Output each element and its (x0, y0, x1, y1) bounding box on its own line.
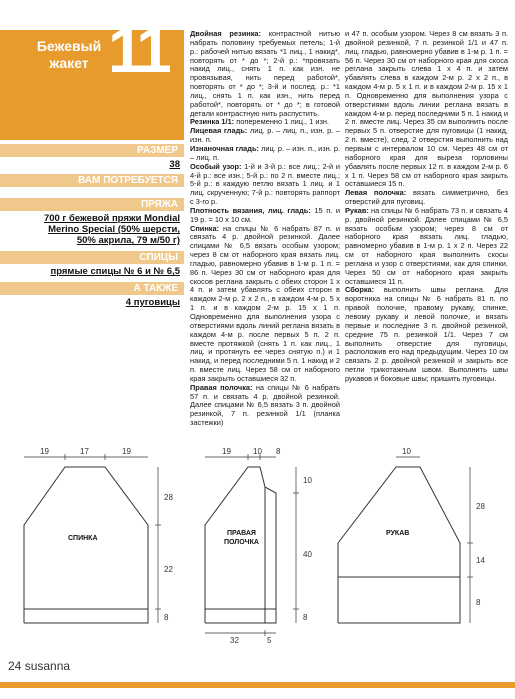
back-dim-label: 8 (164, 613, 169, 622)
paragraph-text: на спицы № 6 набрать 87 п. и связать 4 р. двойной резинкой. Далее спицами № 6,5 вязать особым узором; через 8 см от наборного края вязать лиц. гладью, равномерно убавив в 1-м р. 1 п. = 86 п. Через 30 см от наборного края для скосов реглана закрыть с обеих сторон 1 х 4 п. и затем убавлять с обеих сторон в каждом 2-м р. 2 х 2 п., в каждом 4-м р. 5 х 1 п. и в каждом 2-м р. 15 х 1 п. Одновременно для выполнения узора с отверстиями вдоль линий реглана вязать в каждом 4-м р. после первых 5 п. 2 п. вместе протяжкой (снять 1 п. как лиц., 1 лиц. и протянуть ее через снятую п.) и 1 накид, и перед последними 5 п. 1 накид и 2 п. вместе лиц. Через 58 см от наборного края закрыть оставшиеся 32 п. (190, 223, 340, 383)
sleeve-dim-label: 14 (476, 556, 485, 565)
paragraph-title: Плотность вязания, лиц. гладь: (190, 205, 311, 215)
paragraph-title: Особый узор: (190, 161, 242, 171)
back-outline (24, 467, 148, 623)
magazine-brand: susanna (24, 659, 71, 673)
paragraph (190, 225, 340, 384)
extras-value: 4 пуговицы (125, 297, 180, 308)
front-label-line-1: ПРАВАЯ (227, 530, 256, 537)
instructions-column-1 (190, 30, 340, 428)
title-line-1: Бежевый (36, 38, 102, 54)
front-dim-label: 8 (303, 613, 308, 622)
back-dim-label: 19 (122, 447, 131, 456)
sleeve-dim-label: 28 (476, 502, 485, 511)
instructions-column-2 (345, 30, 508, 384)
back-dim-label: 22 (164, 565, 173, 574)
paragraph (345, 286, 508, 383)
footer-rule (0, 682, 515, 688)
size-heading: РАЗМЕР (0, 144, 184, 157)
paragraph (190, 127, 340, 145)
paragraph-title: Левая полочка: (345, 188, 407, 198)
size-value: 38 (169, 159, 180, 170)
paragraph-text: лиц. р. – лиц. п., изн. р. – изн. п. (190, 126, 341, 145)
paragraph-text: на спицы № 6 набрать 57 п. и связать 4 р. двойной резинкой. Далее спицами № 6,5 вязать 3 п. двойной резинкой, 7 п. резинкой 1/1 (планка застежки) (190, 382, 340, 428)
paragraph-title: Изнаночная гладь: (190, 143, 259, 153)
yarn-value-3: 50% акрила, 79 м/50 г) (76, 235, 180, 246)
paragraph (190, 30, 340, 118)
back-dim-label: 28 (164, 493, 173, 502)
paragraph-title: Сборка: (345, 285, 375, 295)
paragraph-title: Резинка 1/1: (190, 117, 235, 127)
paragraph-text: контрастной нитью набрать половину требуемых петель; 1-й р.: рабочей нитью вязать *1 лиц., 1 накид*, повторять от * до *; 2-й р.: *провязать накид лиц., снять 1 п. как изн. не провязывая, нить перед работой*, повторять от * до *; 3-й и послед. р.: *1 лиц., снять 1 п. как изн., нить перед работой*, повторять от * до *; в готовой детали контрастную нить распустить. (190, 29, 340, 118)
yarn-value-2: Merino Special (50% шерсти, (48, 224, 180, 235)
model-number: 11 (108, 14, 168, 86)
title-line-2: жакет (49, 55, 89, 71)
paragraph-text: вязать симметрично, без отверстий для пуговиц. (345, 188, 508, 207)
paragraph (345, 30, 508, 189)
paragraph-text: 15 п. и 19 р. = 10 х 10 см. (190, 205, 340, 224)
front-dim-label: 10 (253, 447, 262, 456)
sleeve-schematic (338, 457, 473, 623)
paragraph-text: 1-й и 3-й р.: все лиц.; 2-й и 4-й р.: все изн.; 5-й р.: по 2 п. вместе лиц.; 5-й р.: в каждую петлю вязать 1 лиц. и 1 лиц. скрученную; 7-й р.: повторять раппорт с 3-го р. (190, 161, 340, 207)
front-dim-label: 8 (276, 447, 281, 456)
front-label-line-2: ПОЛОЧКА (224, 539, 259, 546)
page-number: 24 (8, 659, 22, 673)
paragraph-title: Правая полочка: (190, 382, 253, 392)
paragraph-title: Спинка: (190, 223, 220, 233)
paragraph (345, 207, 508, 287)
needles-value: прямые спицы № 6 и № 6,5 (50, 266, 180, 277)
front-dim-label: 19 (222, 447, 231, 456)
sleeve-dim-label: 8 (476, 598, 481, 607)
front-dim-label: 32 (230, 636, 239, 645)
paragraph-text: лиц. р. – изн. п., изн. р. – лиц. п. (190, 143, 340, 162)
back-label: СПИНКА (68, 535, 98, 542)
materials-heading: ВАМ ПОТРЕБУЕТСЯ (0, 174, 184, 187)
back-dim-label: 17 (80, 447, 89, 456)
front-dim-label: 5 (267, 636, 272, 645)
paragraph-title: Двойная резинка: (190, 29, 261, 38)
paragraph (190, 163, 340, 207)
paragraph-title: Рукав: (345, 205, 369, 215)
paragraph-text: выполнить швы реглана. Для воротника на спицы № 6 набрать 81 п. по правой полочке, правому рукаву, спинке, левому рукаву и левой полочке, и вязать первые и последние 3 п. двойной резинкой, средние 75 п. резинкой 1/1. Через 7 см выполнить отверстие для пуговицы, расположив его над предыдущим. Через 10 см связать 2 р. двойной резинкой и закрыть все петли трикотажным швом. Выполнить швы рукавов и боковые швы; пришить пуговицы. (345, 285, 508, 383)
back-dim-label: 19 (40, 447, 49, 456)
sleeve-label: РУКАВ (386, 530, 410, 537)
paragraph (190, 145, 340, 163)
paragraph (345, 189, 508, 207)
yarn-heading: ПРЯЖА (0, 198, 184, 211)
yarn-value-1: 700 г бежевой пряжи Mondial (43, 213, 180, 224)
sleeve-dim-label: 10 (402, 447, 411, 456)
pattern-schematics (0, 445, 515, 655)
needles-heading: СПИЦЫ (0, 251, 184, 264)
paragraph-text: попеременно 1 лиц., 1 изн. (236, 117, 329, 127)
paragraph (190, 207, 340, 225)
extras-heading: А ТАКЖЕ (0, 282, 184, 295)
sleeve-outline (338, 467, 460, 623)
front-dim-label: 40 (303, 550, 312, 559)
paragraph-text: на спицы № 6 набрать 73 п. и связать 4 р. двойной резинкой. Далее спицами № 6,5 вязать особым узором; через 8 см от наборного края вязать лиц. гладью, равномерно убавив в 1-м р. 1 х 2 п. Через 22 см от наборного края выполнить скосы реглана и узор с отверстиями, как для спинки. Через 50 см от наборного края закрыть оставшиеся 11 п. (345, 205, 508, 286)
paragraph-text: и 47 п. особым узором. Через 8 см вязать 3 п. двойной резинкой, 7 п. резинкой 1/1 и 47 п. лиц. гладью, равномерно убавив в 1-м р. 1 п. = 56 п. Через 30 см от наборного края для скоса реглана закрыть слева 1 х 4 п. и затем убавлять слева в каждом 2-м р. 2 х 2 п., в каждом 4-м р. 5 х 1 п. и в каждом 2-м р. 15 х 1 п. Одновременно для выполнения узора с отверстиями вдоль линии реглана вязать в каждом 4-м р. перед последними 5 п. 1 накид и 2 п. вместе лиц. Через 35 см выполнить после первых 5 п. отверстие для пуговицы (1 накид, 2 п. вместе), след. 2 отверстия выполнить над первым с интервалом 10 см. Через 48 см от наборного края для выреза горловины убавлять после первых 12 п. в каждом 2-м р. 6 х 1 п. Через 58 см от наборного края закрыть оставшиеся 15 п. (345, 29, 508, 189)
front-dim-label: 10 (303, 476, 312, 485)
page-footer (8, 659, 70, 673)
paragraph-title: Лицевая гладь: (190, 126, 248, 136)
paragraph (190, 384, 340, 428)
